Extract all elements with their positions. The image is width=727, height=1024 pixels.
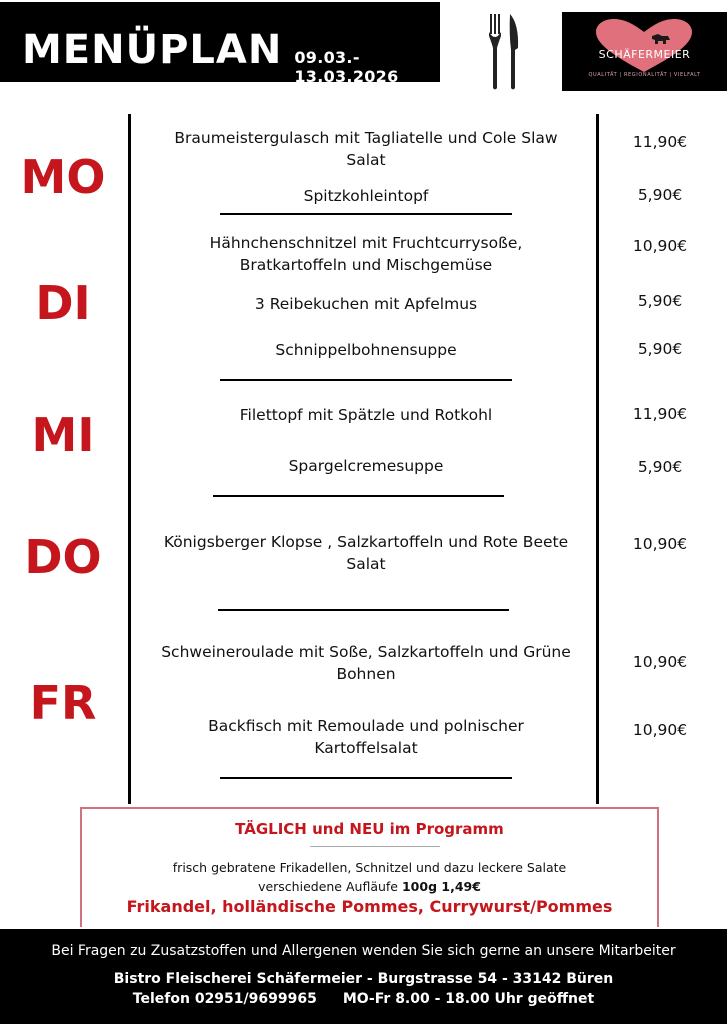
dish-name: Spitzkohleintopf [303, 187, 429, 205]
title-bar [0, 2, 440, 86]
daily-offers-price: 100g 1,49€ [401, 879, 481, 894]
day-label-do: DO [24, 530, 102, 584]
allergen-note: Bei Fragen zu Zusatzstoffen und Allergenen wenden Sie sich gerne an unsere Mitarbeiter [51, 943, 676, 959]
dish-price: 5,90€ [637, 340, 683, 358]
day-separator [220, 379, 512, 381]
dish-price: 5,90€ [637, 292, 683, 310]
shop-address: Bistro Fleischerei Schäfermeier - Burgstrasse 54 - 33142 Büren [113, 971, 614, 987]
opening-hours: MO-Fr 8.00 - 18.00 Uhr geöffnet [342, 991, 595, 1007]
dish-name: Königsberger Klopse , Salzkartoffeln und Rote Beete Salat [163, 533, 569, 573]
day-separator [220, 777, 512, 779]
daily-offers-text: verschiedene Aufläufe [258, 879, 398, 894]
dish-price: 5,90€ [637, 186, 683, 204]
dish-name: Schnippelbohnensuppe [275, 341, 457, 359]
dish-price: 10,90€ [632, 535, 688, 553]
dish-name: Filettopf mit Spätzle und Rotkohl [239, 406, 493, 424]
left-divider [128, 114, 131, 804]
dish-name: Spargelcremesuppe [288, 457, 444, 475]
day-separator [220, 213, 512, 215]
dish-price: 10,90€ [632, 237, 688, 255]
brand-logo [562, 12, 727, 91]
day-label-mo: MO [20, 150, 106, 204]
footer [0, 929, 727, 1024]
dish-price: 5,90€ [637, 458, 683, 476]
daily-offers-highlight: Frikandel, holländische Pommes, Currywurst/Pommes [126, 897, 613, 916]
daily-offers-divider [310, 846, 440, 847]
dish-price: 11,90€ [632, 405, 688, 423]
heart-logo-icon [594, 18, 694, 74]
cutlery-icon [486, 14, 522, 92]
dish-price: 10,90€ [632, 721, 688, 739]
dish-name: Schweineroulade mit Soße, Salzkartoffeln und Grüne Bohnen [161, 643, 571, 683]
right-divider [596, 114, 599, 804]
day-label-di: DI [35, 276, 91, 330]
page-title: MENÜPLAN [22, 27, 283, 73]
daily-offers-line [80, 879, 659, 894]
day-label-mi: MI [31, 408, 95, 462]
daily-offers-line: frisch gebratene Frikadellen, Schnitzel und dazu leckere Salate [172, 860, 567, 875]
dish-price: 10,90€ [632, 653, 688, 671]
daily-offers-title: TÄGLICH und NEU im Programm [235, 820, 504, 838]
phone-number: Telefon 02951/9699965 [132, 991, 317, 1007]
day-separator [218, 609, 509, 611]
logo-name: SCHÄFERMEIER [598, 48, 691, 61]
dish-name: Braumeistergulasch mit Tagliatelle und Cole Slaw Salat [174, 129, 558, 169]
contact-line [0, 991, 727, 1007]
day-label-fr: FR [29, 676, 97, 730]
dish-name: Hähnchenschnitzel mit Fruchtcurrysoße, Bratkartoffeln und Mischgemüse [209, 234, 523, 274]
dish-name: Backfisch mit Remoulade und polnischer Kartoffelsalat [208, 717, 524, 757]
day-separator [213, 495, 504, 497]
dish-name: 3 Reibekuchen mit Apfelmus [254, 295, 478, 313]
date-range: 09.03.- 13.03.2026 [294, 48, 399, 86]
dish-price: 11,90€ [632, 133, 688, 151]
logo-tagline: QUALITÄT | REGIONALITÄT | VIELFALT [588, 72, 701, 78]
